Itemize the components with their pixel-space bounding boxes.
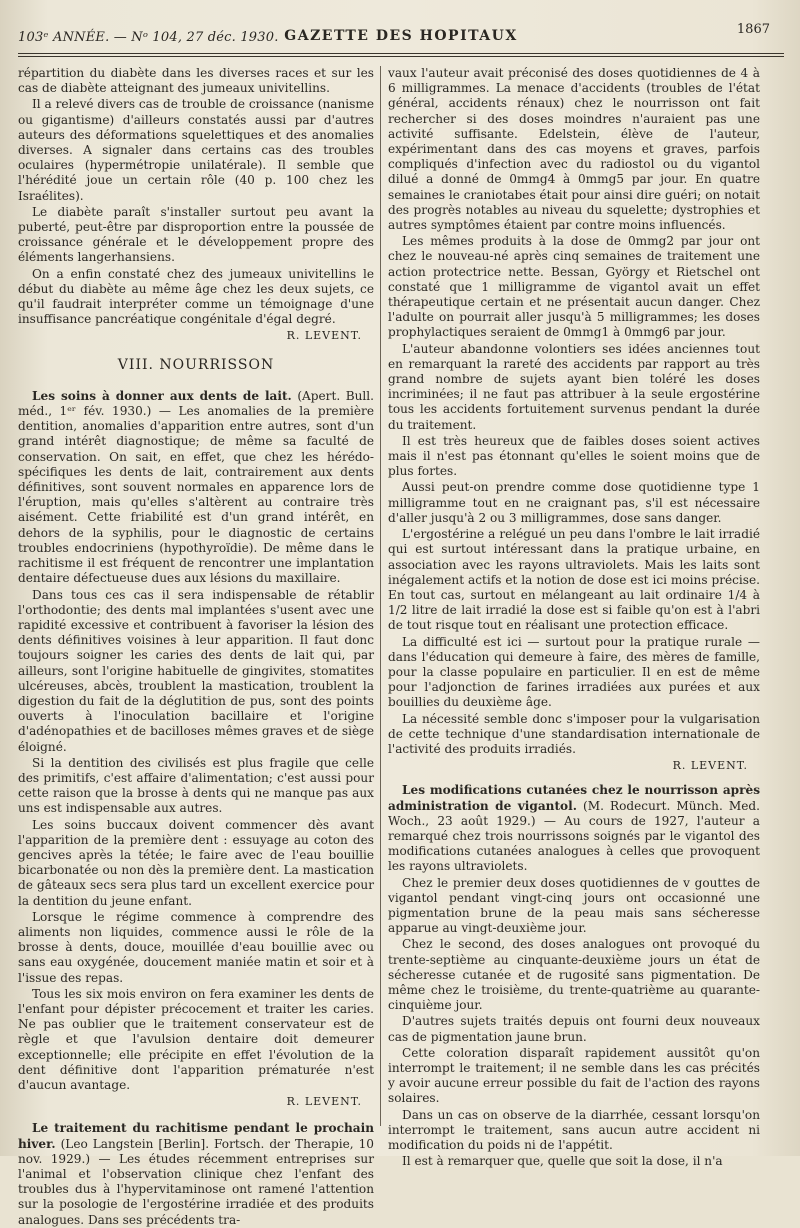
header-rule xyxy=(18,53,784,54)
paragraph: Il a relevé divers cas de trouble de croissance (nanisme ou gigantisme) d'ailleurs constatés aussi par d'autres auteurs des déformations squelettiques et des anomalies diverses. A signaler dans certains cas des troubles oculaires (hypermétropie unilatérale). Il semble que l'hérédité joue un certain rôle (40 p. 100 chez les Israélites). xyxy=(18,97,374,203)
paragraph: Cette coloration disparaît rapidement aussitôt qu'on interrompt le traitement; il ne semble dans les cas précités y avoir aucune erreur possible du fait de l'action des rayons solaires. xyxy=(388,1045,760,1106)
paragraph: Le diabète paraît s'installer surtout peu avant la puberté, peut-être par disproportion entre la poussée de croissance générale et le développement propre des éléments langerhansiens. xyxy=(18,204,374,265)
article-title: Les modifications cutanées chez le nourrisson après administration de vigantol. xyxy=(388,783,760,813)
paragraph: Chez le second, des doses analogues ont provoqué du trente-septième au cinquante-deuxième jours un état de sécheresse cutanée et de rugosité sans pigmentation. De même chez le troisième, du trente-quatrième au quarante-cinquième jour. xyxy=(388,937,760,1013)
paragraph: Les études récemment entreprises sur l'animal et l'observation clinique chez l'enfant des troubles dus à l'hypervitaminose ont ramené l'attention sur la posologie de l'ergostérine irradiée et des produits analogues. Dans ses précédents tra- xyxy=(18,1151,374,1227)
paragraph: Il est très heureux que de faibles doses soient actives mais il n'est pas étonnant qu'elles le soient moins que de plus fortes. xyxy=(388,433,760,479)
author-signature: R. LEVENT. xyxy=(672,759,748,773)
paragraph: Les soins buccaux doivent commencer dès avant l'apparition de la première dent : essuyage au coton des gencives après la tétée; le faire avec de l'eau bouillie bicarbonatée ou non dès la première dent. La mastication de gâteaux secs sera plus tard un excellent exercice pour la dentition du jeune enfant. xyxy=(18,817,374,908)
author-signature: R. LEVENT. xyxy=(286,1095,362,1109)
journal-title: GAZETTE DES HOPITAUX xyxy=(284,28,518,44)
paragraph: Dans tous ces cas il sera indispensable de rétablir l'orthodontie; des dents mal implantées s'usent avec une rapidité excessive et contribuent à favoriser la lésion des dents définitives voisines à leur apparition. Il faut donc toujours soigner les caries des dents de lait qui, par ailleurs, sont l'origine habituelle de gingivites, stomatites ulcéreuses, abcès, troublent la mastication, troublent la digestion du fait de la déglutition de pus, sont des points ouverts à l'inoculation bacillaire et l'origine d'adénopathies et de bacilloses mêmes graves et de siège éloigné. xyxy=(18,587,374,754)
paragraph: On a enfin constaté chez des jumeaux univitellins le début du diabète au même âge chez les deux sujets, ce qu'il faudrait interpréter comme un témoignage d'une insuffisance pancréatique congénitale d'égal degré. xyxy=(18,266,374,327)
edition-info: 103ᵉ ANNÉE. — Nᵒ 104, 27 déc. 1930. xyxy=(18,30,279,45)
article-lead xyxy=(18,389,374,587)
paragraph: Il est à remarquer que, quelle que soit la dose, il n'a xyxy=(402,1154,723,1169)
paragraph: Chez le premier deux doses quotidiennes de v gouttes de vigantol pendant vingt-cinq jours ont occasionné une pigmentation brune de la peau mais sans sécheresse apparue au vingt-deuxième jour. xyxy=(388,875,760,936)
article-reference: (M. Rodecurt. Münch. Med. Woch., 23 août 1929.) — xyxy=(388,798,760,828)
article-lead xyxy=(388,783,760,874)
paragraph: D'autres sujets traités depuis ont fourni deux nouveaux cas de pigmentation jaune brun. xyxy=(388,1014,760,1044)
paragraph: L'ergostérine a relégué un peu dans l'ombre le lait irradié qui est surtout intéressant dans la pratique urbaine, en association avec les rayons ultraviolets. Mais les laits sont inégalement actifs et la notion de dose est ici moins précise. En tout cas, surtout en mélangeant au lait ordinaire 1/4 à 1/2 litre de lait irradié la dose est si faible qu'on est à l'abri de tout risque tout en réalisant une protection efficace. xyxy=(388,527,760,633)
paragraph: La nécessité semble donc s'imposer pour la vulgarisation de cette technique d'une standardisation internationale de l'activité des produits irradiés. xyxy=(388,711,760,756)
paragraph: Dans un cas on observe de la diarrhée, cessant lorsqu'on interrompt le traitement, sans aucun autre accident ni modification du poids ni de l'appétit. xyxy=(388,1107,760,1153)
paragraph: Tous les six mois environ on fera examiner les dents de l'enfant pour dépister précocement et traiter les caries. Ne pas oublier que le traitement conservateur est de règle et que l'avulsion dentaire doit demeurer exceptionnelle; elle précipite en effet l'évolution de la dent définitive dont l'apparition prématurée n'est d'aucun avantage. xyxy=(18,986,374,1092)
right-column xyxy=(388,66,760,1169)
page-number: 1867 xyxy=(736,22,770,37)
author-signature: R. LEVENT. xyxy=(286,329,362,343)
paragraph: répartition du diabète dans les diverses races et sur les cas de diabète atteignant des jumeaux univitellins. xyxy=(18,66,374,96)
paragraph: Si la dentition des civilisés est plus fragile que celle des primitifs, c'est affaire d'alimentation; c'est aussi pour cette raison que la brosse à dents qui ne manque pas aux uns est indispensable aux autres. xyxy=(18,755,374,816)
paragraph: La difficulté est ici — surtout pour la pratique rurale — dans l'éducation qui demeure à faire, des mères de famille, pour la classe populaire en particulier. Il en est de même pour l'adjonction de farines irradiées aux purées et aux bouillies du deuxième âge. xyxy=(388,634,760,710)
header-rule-double xyxy=(18,56,784,57)
article-lead xyxy=(18,1121,374,1227)
paragraph: Lorsque le régime commence à comprendre des aliments non liquides, commence aussi le rôle de la brosse à dents, douce, mouillée d'eau bouillie avec ou sans eau oxygénée, doucement maniée matin et soir et à l'issue des repas. xyxy=(18,909,374,985)
section-title: VIII. NOURRISSON xyxy=(117,356,275,373)
left-column xyxy=(18,66,374,1227)
paragraph: Les anomalies de la première dentition, anomalies d'apparition entre autres, sont d'un grand intérêt diagnostique; de même sa faculté de conservation. On sait, en effet, que chez les hérédo-spécifiques les dents de lait, contrairement aux dents définitives, sont souvent normales en apparence lors de l'éruption, mais qu'elles s'altèrent au contraire très aisément. Cette friabilité est d'un grand intérêt, en dehors de la syphilis, pour le diagnostic de certains troubles endocriniens (hypothyroïdie). De même dans le rachitisme il est fréquent de rencontrer une implantation dentaire défectueuse dues aux lésions du maxillaire. xyxy=(18,404,374,586)
article-title: Les soins à donner aux dents de lait. xyxy=(32,388,292,403)
paragraph: vaux l'auteur avait préconisé des doses quotidiennes de 4 à 6 milligrammes. La menace d'accidents (troubles de l'état général, accidents rénaux) chez le nourrisson ont fait rechercher si des doses moindres n'auraient pas une activité suffisante. Edelstein, élève de l'auteur, expérimentant dans des cas moyens et graves, parfois compliqués d'infection avec du radiostol ou du vigantol dilué a donné de 0mmg4 à 0mmg5 par jour. En quatre semaines le craniotabes était pour ainsi dire guéri; on notait des progrès notables au niveau du squelette; dystrophies et autres symptômes étaient par contre moins influencés. xyxy=(388,66,760,233)
paragraph: L'auteur abandonne volontiers ses idées anciennes tout en remarquant la rareté des accidents par rapport au très grand nombre de sujets ayant bien toléré les doses incriminées; il ne faut pas attribuer à la seule ergostérine tous les accidents fortuitement survenus pendant la durée du traitement. xyxy=(388,341,760,432)
paragraph: Au cours de 1927, l'auteur a remarqué chez trois nourrissons soignés par le vigantol des modifications cutanées analogues à celles que provoquent les rayons ultraviolets. xyxy=(388,813,760,874)
article-reference: (Leo Langstein [Berlin]. Fortsch. der Therapie, 10 nov. 1929.) — xyxy=(18,1136,374,1166)
paragraph: Aussi peut-on prendre comme dose quotidienne type 1 milligramme tout en ne craignant pas, s'il est nécessaire d'aller jusqu'à 2 ou 3 milligrammes, dose sans danger. xyxy=(388,480,760,525)
column-divider xyxy=(380,66,381,1126)
paragraph: Les mêmes produits à la dose de 0mmg2 par jour ont chez le nouveau-né après cinq semaines de traitement une action protectrice nette. Bessan, György et Rietschel ont constaté que 1 milligramme de vigantol avait un effet thérapeutique certain et ne présentait aucun danger. Chez l'adulte on pourrait aller jusqu'à 5 milligrammes; les doses prophylactiques seraient de 0mmg1 à 0mmg6 par jour. xyxy=(388,234,760,340)
article-reference: (Apert. Bull. méd., 1ᵉʳ fév. 1930.) — xyxy=(18,388,374,419)
page-header xyxy=(18,22,784,48)
article-title: Le traitement du rachitisme pendant le prochain hiver. xyxy=(18,1121,374,1151)
